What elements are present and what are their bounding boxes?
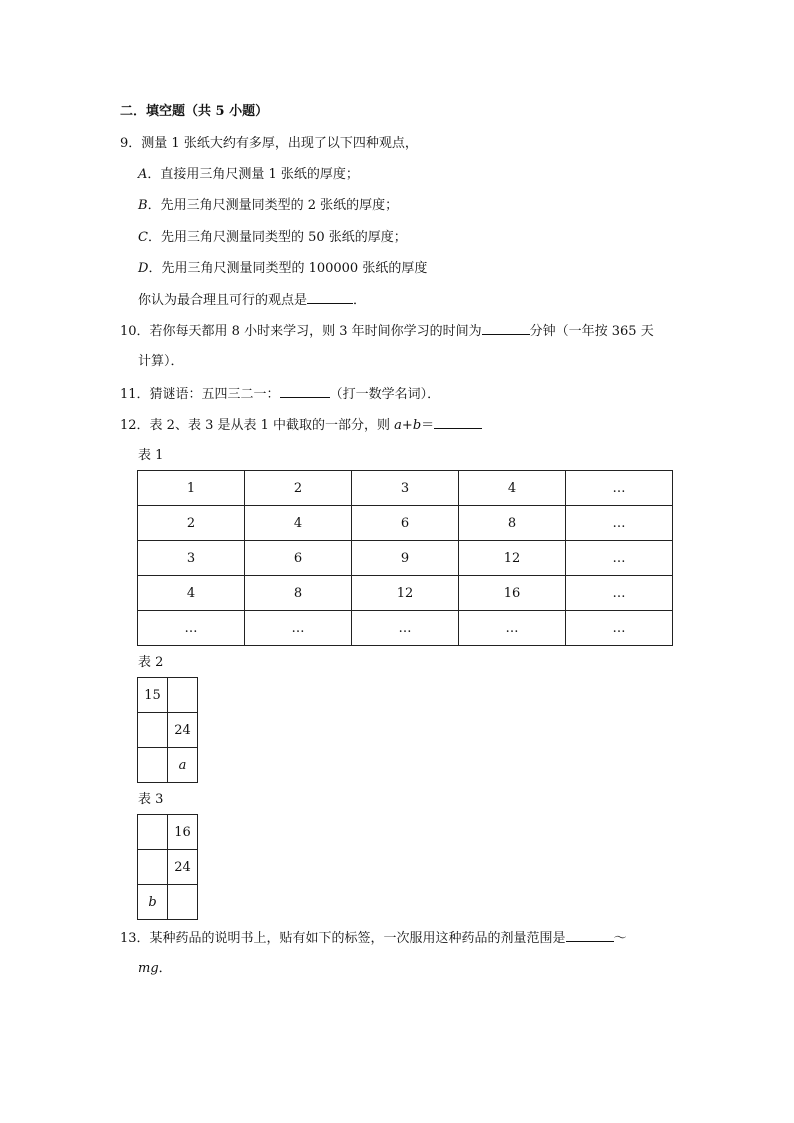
option-text: ．先用三角尺测量同类型的 50 张纸的厚度； bbox=[147, 230, 407, 245]
question-9 bbox=[120, 135, 418, 153]
table-cell: … bbox=[459, 611, 566, 646]
equals-sign: ＝ bbox=[421, 418, 435, 433]
table-cell: 16 bbox=[459, 576, 566, 611]
option-text: ．先用三角尺测量同类型的 2 张纸的厚度； bbox=[147, 198, 399, 213]
table-cell: 3 bbox=[138, 541, 245, 576]
question-text: 若你每天都用 8 小时来学习，则 3 年时间你学习的时间为 bbox=[149, 324, 482, 339]
table-cell: 2 bbox=[138, 506, 245, 541]
question-text-cont: （打一数学名词）． bbox=[329, 387, 441, 402]
sentence-end: ． bbox=[353, 293, 367, 308]
plus-sign: + bbox=[401, 418, 413, 433]
table-2 bbox=[137, 677, 198, 783]
table-cell: … bbox=[566, 471, 673, 506]
option-text: ．先用三角尺测量同类型的 100000 张纸的厚度 bbox=[148, 261, 428, 276]
question-10 bbox=[120, 322, 654, 341]
table-cell bbox=[138, 815, 168, 850]
table-cell: 6 bbox=[245, 541, 352, 576]
answer-blank[interactable] bbox=[434, 416, 482, 429]
table-1-caption: 表 1 bbox=[138, 448, 164, 463]
table-cell: 8 bbox=[245, 576, 352, 611]
option-a bbox=[138, 166, 359, 184]
sentence-end: ． bbox=[158, 961, 172, 976]
question-number: 13． bbox=[120, 931, 150, 946]
table-row bbox=[138, 541, 673, 576]
table-cell: … bbox=[138, 611, 245, 646]
table-row bbox=[138, 885, 198, 920]
option-letter: B bbox=[138, 198, 148, 213]
option-letter: D bbox=[138, 261, 149, 276]
table-cell bbox=[168, 678, 198, 713]
table-cell: 12 bbox=[352, 576, 459, 611]
table-cell: 1 bbox=[138, 471, 245, 506]
table-cell: 8 bbox=[459, 506, 566, 541]
table-cell: 4 bbox=[245, 506, 352, 541]
answer-blank[interactable] bbox=[566, 929, 614, 942]
question-13-cont bbox=[138, 960, 172, 978]
question-text: 测量 1 张纸大约有多厚，出现了以下四种观点， bbox=[141, 136, 418, 151]
table-cell: 24 bbox=[168, 850, 198, 885]
table-cell: 6 bbox=[352, 506, 459, 541]
tilde: ～ bbox=[613, 931, 627, 946]
question-text-cont: 分钟（一年按 365 天 bbox=[529, 324, 654, 339]
table-cell bbox=[138, 748, 168, 783]
question-text: 某种药品的说明书上，贴有如下的标签，一次服用这种药品的剂量范围是 bbox=[149, 931, 566, 946]
question-11 bbox=[120, 385, 440, 404]
question-12 bbox=[120, 416, 482, 435]
table-cell: … bbox=[566, 506, 673, 541]
question-text: 表 2、表 3 是从表 1 中截取的一部分，则 bbox=[149, 418, 395, 433]
option-d bbox=[138, 260, 427, 278]
question-number: 10． bbox=[120, 324, 150, 339]
table-cell: b bbox=[138, 885, 168, 920]
table-cell: 24 bbox=[168, 713, 198, 748]
table-1 bbox=[137, 470, 673, 646]
table-cell: … bbox=[566, 541, 673, 576]
question-number: 9． bbox=[120, 136, 142, 151]
table-cell: 16 bbox=[168, 815, 198, 850]
question-text: 猜谜语：五四三二一： bbox=[149, 387, 280, 402]
table-2-caption: 表 2 bbox=[138, 655, 164, 670]
option-letter: C bbox=[138, 230, 148, 245]
option-text: ．直接用三角尺测量 1 张纸的厚度； bbox=[147, 167, 359, 182]
table-cell: 4 bbox=[459, 471, 566, 506]
table-3 bbox=[137, 814, 198, 920]
table-3-caption: 表 3 bbox=[138, 792, 164, 807]
table-cell: … bbox=[566, 576, 673, 611]
option-b bbox=[138, 197, 398, 215]
option-letter: A bbox=[138, 167, 148, 182]
table-cell bbox=[138, 713, 168, 748]
table-row bbox=[138, 471, 673, 506]
table-cell: a bbox=[168, 748, 198, 783]
var-b: b bbox=[412, 418, 422, 433]
table-cell: 2 bbox=[245, 471, 352, 506]
question-9-prompt bbox=[138, 291, 366, 310]
table-cell: 4 bbox=[138, 576, 245, 611]
var-a: a bbox=[394, 418, 402, 433]
table-cell: … bbox=[245, 611, 352, 646]
table-cell: 3 bbox=[352, 471, 459, 506]
table-row bbox=[138, 576, 673, 611]
table-cell: … bbox=[352, 611, 459, 646]
table-row bbox=[138, 506, 673, 541]
table-row bbox=[138, 850, 198, 885]
table-cell: 15 bbox=[138, 678, 168, 713]
table-row bbox=[138, 678, 198, 713]
table-row bbox=[138, 713, 198, 748]
answer-blank[interactable] bbox=[307, 291, 353, 304]
table-cell bbox=[168, 885, 198, 920]
answer-blank[interactable] bbox=[280, 385, 330, 398]
table-cell: … bbox=[566, 611, 673, 646]
question-number: 11． bbox=[120, 387, 150, 402]
table-cell bbox=[138, 850, 168, 885]
table-cell: 9 bbox=[352, 541, 459, 576]
section-title: 二．填空题（共 5 小题） bbox=[120, 104, 269, 119]
unit: mg bbox=[138, 961, 159, 976]
table-cell: 12 bbox=[459, 541, 566, 576]
question-10-cont: 计算）． bbox=[138, 354, 184, 369]
question-number: 12． bbox=[120, 418, 150, 433]
option-c bbox=[138, 229, 407, 247]
answer-blank[interactable] bbox=[482, 322, 530, 335]
table-row bbox=[138, 611, 673, 646]
question-13 bbox=[120, 929, 627, 948]
prompt-text: 你认为最合理且可行的观点是 bbox=[138, 293, 308, 308]
table-row bbox=[138, 748, 198, 783]
table-row bbox=[138, 815, 198, 850]
